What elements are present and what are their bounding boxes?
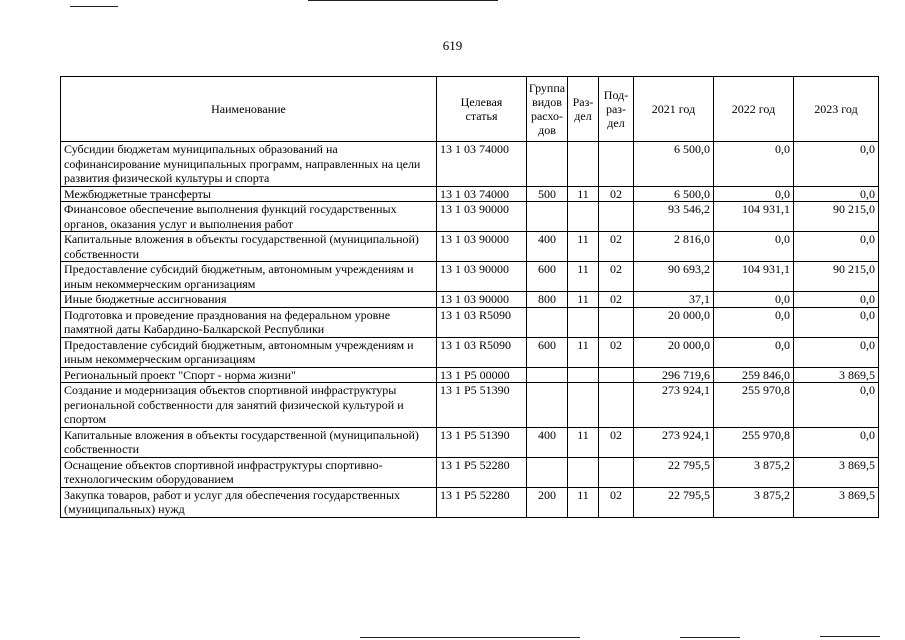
table-row xyxy=(61,457,879,487)
cell-razdel xyxy=(568,457,599,487)
cell-2022: 255 970,8 xyxy=(714,383,794,428)
cell-2023: 90 215,0 xyxy=(794,262,879,292)
table-row xyxy=(61,262,879,292)
cell-razdel: 11 xyxy=(568,262,599,292)
cell-razdel: 11 xyxy=(568,232,599,262)
cell-2023: 0,0 xyxy=(794,427,879,457)
cell-podrazdel: 02 xyxy=(599,232,634,262)
cell-2022: 259 846,0 xyxy=(714,367,794,383)
cell-razdel: 11 xyxy=(568,337,599,367)
cell-code: 13 1 03 R5090 xyxy=(437,307,527,337)
table-row xyxy=(61,142,879,187)
cell-razdel xyxy=(568,307,599,337)
cell-2022: 0,0 xyxy=(714,232,794,262)
cell-2022: 3 875,2 xyxy=(714,487,794,517)
cell-code: 13 1 P5 00000 xyxy=(437,367,527,383)
table-body xyxy=(61,142,879,518)
cell-group: 200 xyxy=(527,487,568,517)
cell-2021: 37,1 xyxy=(634,292,714,308)
cell-group xyxy=(527,457,568,487)
cell-code: 13 1 03 90000 xyxy=(437,262,527,292)
cell-name: Региональный проект "Спорт - норма жизни" xyxy=(61,367,437,383)
cell-2023: 0,0 xyxy=(794,232,879,262)
cell-2021: 273 924,1 xyxy=(634,427,714,457)
cell-name: Закупка товаров, работ и услуг для обеспечения государственных (муниципальных) нужд xyxy=(61,487,437,517)
header-name: Наименование xyxy=(61,77,437,142)
cell-podrazdel: 02 xyxy=(599,337,634,367)
cell-2022: 104 931,1 xyxy=(714,262,794,292)
cell-2023: 0,0 xyxy=(794,292,879,308)
cell-2022: 0,0 xyxy=(714,186,794,202)
cell-podrazdel xyxy=(599,367,634,383)
cell-2023: 0,0 xyxy=(794,142,879,187)
cell-2021: 2 816,0 xyxy=(634,232,714,262)
cell-razdel: 11 xyxy=(568,292,599,308)
cell-podrazdel xyxy=(599,383,634,428)
cell-2023: 3 869,5 xyxy=(794,457,879,487)
cell-2021: 22 795,5 xyxy=(634,487,714,517)
cell-code: 13 1 03 74000 xyxy=(437,142,527,187)
cell-2021: 6 500,0 xyxy=(634,186,714,202)
cell-name: Финансовое обеспечение выполнения функций государственных органов, оказания услуг и выполнения работ xyxy=(61,202,437,232)
cell-2021: 22 795,5 xyxy=(634,457,714,487)
cell-razdel xyxy=(568,383,599,428)
cell-podrazdel: 02 xyxy=(599,427,634,457)
cell-2023: 0,0 xyxy=(794,383,879,428)
cell-razdel xyxy=(568,367,599,383)
cell-2022: 0,0 xyxy=(714,307,794,337)
cell-razdel: 11 xyxy=(568,487,599,517)
cell-group: 400 xyxy=(527,427,568,457)
cell-name: Подготовка и проведение празднования на федеральном уровне памятной даты Кабардино-Балкарской Республики xyxy=(61,307,437,337)
cell-podrazdel: 02 xyxy=(599,292,634,308)
table-row xyxy=(61,186,879,202)
cell-2023: 3 869,5 xyxy=(794,487,879,517)
header-2023: 2023 год xyxy=(794,77,879,142)
cell-2022: 0,0 xyxy=(714,337,794,367)
cell-2021: 20 000,0 xyxy=(634,307,714,337)
cell-name: Капитальные вложения в объекты государственной (муниципальной) собственности xyxy=(61,232,437,262)
cell-2021: 6 500,0 xyxy=(634,142,714,187)
table-row xyxy=(61,337,879,367)
cell-2021: 273 924,1 xyxy=(634,383,714,428)
cell-group xyxy=(527,307,568,337)
cell-name: Капитальные вложения в объекты государственной (муниципальной) собственности xyxy=(61,427,437,457)
cell-razdel: 11 xyxy=(568,186,599,202)
cell-name: Создание и модернизация объектов спортивной инфраструктуры региональной собственности для занятий физической культурой и спортом xyxy=(61,383,437,428)
cell-name: Межбюджетные трансферты xyxy=(61,186,437,202)
cell-podrazdel xyxy=(599,307,634,337)
cell-podrazdel xyxy=(599,202,634,232)
cell-group: 400 xyxy=(527,232,568,262)
cell-2022: 3 875,2 xyxy=(714,457,794,487)
cell-name: Оснащение объектов спортивной инфраструктуры спортивно-технологическим оборудованием xyxy=(61,457,437,487)
cell-razdel xyxy=(568,202,599,232)
cell-group xyxy=(527,142,568,187)
cell-code: 13 1 03 74000 xyxy=(437,186,527,202)
cell-code: 13 1 P5 52280 xyxy=(437,487,527,517)
header-razdel: Раз-дел xyxy=(568,77,599,142)
cell-2022: 0,0 xyxy=(714,292,794,308)
table-row xyxy=(61,383,879,428)
table-row xyxy=(61,487,879,517)
cell-podrazdel: 02 xyxy=(599,487,634,517)
budget-table xyxy=(60,76,879,518)
cell-group xyxy=(527,383,568,428)
scan-line-top-center xyxy=(308,0,498,1)
cell-name: Предоставление субсидий бюджетным, автономным учреждениям и иным некоммерческим организациям xyxy=(61,337,437,367)
cell-code: 13 1 P5 51390 xyxy=(437,427,527,457)
cell-2021: 20 000,0 xyxy=(634,337,714,367)
cell-code: 13 1 03 90000 xyxy=(437,232,527,262)
cell-2023: 0,0 xyxy=(794,337,879,367)
header-code: Целевая статья xyxy=(437,77,527,142)
header-podrazdel: Под-раз-дел xyxy=(599,77,634,142)
cell-razdel xyxy=(568,142,599,187)
header-2022: 2022 год xyxy=(714,77,794,142)
cell-2023: 0,0 xyxy=(794,186,879,202)
cell-code: 13 1 P5 51390 xyxy=(437,383,527,428)
header-group: Группа видов расхо-дов xyxy=(527,77,568,142)
cell-2021: 296 719,6 xyxy=(634,367,714,383)
cell-code: 13 1 P5 52280 xyxy=(437,457,527,487)
table-row xyxy=(61,292,879,308)
page-number: 619 xyxy=(442,38,463,53)
table-row xyxy=(61,232,879,262)
cell-group: 600 xyxy=(527,262,568,292)
scan-line-bottom-center xyxy=(360,637,580,638)
scan-line-bottom-right xyxy=(680,637,740,638)
cell-code: 13 1 03 90000 xyxy=(437,202,527,232)
cell-2023: 90 215,0 xyxy=(794,202,879,232)
cell-group: 600 xyxy=(527,337,568,367)
cell-group xyxy=(527,202,568,232)
scan-line-top-left xyxy=(70,6,118,7)
cell-podrazdel xyxy=(599,142,634,187)
table-row xyxy=(61,367,879,383)
header-2021: 2021 год xyxy=(634,77,714,142)
cell-2022: 0,0 xyxy=(714,142,794,187)
cell-group: 500 xyxy=(527,186,568,202)
cell-code: 13 1 03 R5090 xyxy=(437,337,527,367)
cell-podrazdel: 02 xyxy=(599,262,634,292)
cell-razdel: 11 xyxy=(568,427,599,457)
cell-2023: 0,0 xyxy=(794,307,879,337)
cell-code: 13 1 03 90000 xyxy=(437,292,527,308)
cell-2022: 255 970,8 xyxy=(714,427,794,457)
cell-podrazdel xyxy=(599,457,634,487)
cell-name: Иные бюджетные ассигнования xyxy=(61,292,437,308)
cell-2021: 90 693,2 xyxy=(634,262,714,292)
cell-name: Субсидии бюджетам муниципальных образований на софинансирование муниципальных программ, направленных на цели развития физической культуры и спорта xyxy=(61,142,437,187)
cell-name: Предоставление субсидий бюджетным, автономным учреждениям и иным некоммерческим организациям xyxy=(61,262,437,292)
cell-2022: 104 931,1 xyxy=(714,202,794,232)
scan-line-bottom-far-right xyxy=(820,636,880,637)
cell-podrazdel: 02 xyxy=(599,186,634,202)
cell-group xyxy=(527,367,568,383)
table-row xyxy=(61,307,879,337)
cell-group: 800 xyxy=(527,292,568,308)
table-header-row xyxy=(61,77,879,142)
cell-2023: 3 869,5 xyxy=(794,367,879,383)
cell-2021: 93 546,2 xyxy=(634,202,714,232)
table-row xyxy=(61,202,879,232)
table-row xyxy=(61,427,879,457)
